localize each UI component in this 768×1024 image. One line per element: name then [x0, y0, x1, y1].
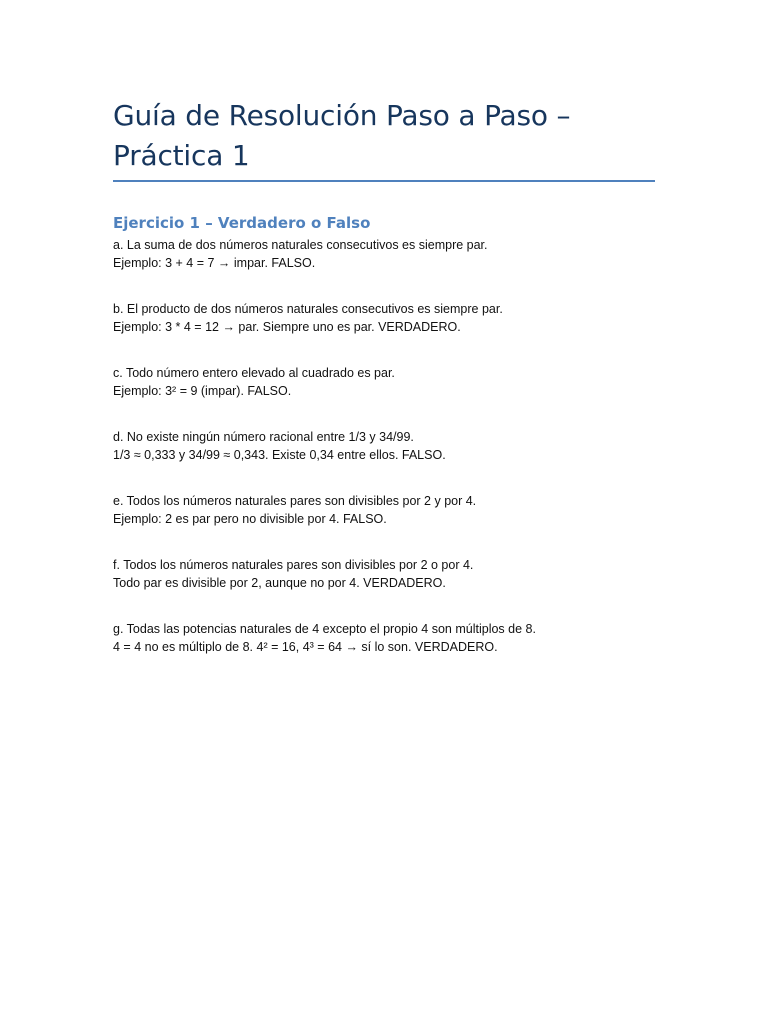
- item-answer: Ejemplo: 2 es par pero no divisible por 4. FALSO.: [113, 512, 387, 526]
- exercise-item-g: [113, 620, 673, 684]
- item-answer: Ejemplo: 3 * 4 = 12 → par. Siempre uno es par. VERDADERO.: [113, 320, 461, 334]
- exercise-item-b: [113, 300, 673, 364]
- page-title: [113, 96, 655, 176]
- title-underline: [113, 180, 655, 182]
- exercise-heading: Ejercicio 1 – Verdadero o Falso: [113, 214, 371, 232]
- title-block: [113, 96, 655, 176]
- item-statement: g. Todas las potencias naturales de 4 excepto el propio 4 son múltiplos de 8.: [113, 622, 536, 636]
- exercise-item-e: [113, 492, 673, 556]
- exercise-item-c: [113, 364, 673, 428]
- item-statement: c. Todo número entero elevado al cuadrado es par.: [113, 366, 395, 380]
- item-statement: f. Todos los números naturales pares son divisibles por 2 o por 4.: [113, 558, 474, 572]
- item-statement: a. La suma de dos números naturales consecutivos es siempre par.: [113, 238, 488, 252]
- item-answer: Ejemplo: 3 + 4 = 7 → impar. FALSO.: [113, 256, 316, 270]
- exercise-item-a: [113, 236, 673, 300]
- item-statement: e. Todos los números naturales pares son divisibles por 2 y por 4.: [113, 494, 477, 508]
- item-statement: d. No existe ningún número racional entre 1/3 y 34/99.: [113, 430, 414, 444]
- exercise-item-f: [113, 556, 673, 620]
- exercise-items-list: [113, 236, 673, 684]
- item-answer: 1/3 ≈ 0,333 y 34/99 ≈ 0,343. Existe 0,34 entre ellos. FALSO.: [113, 448, 446, 462]
- title-line-2: Práctica 1: [113, 139, 250, 172]
- exercise-item-d: [113, 428, 673, 492]
- item-answer: Todo par es divisible por 2, aunque no por 4. VERDADERO.: [113, 576, 446, 590]
- item-answer: Ejemplo: 3² = 9 (impar). FALSO.: [113, 384, 292, 398]
- item-answer: 4 = 4 no es múltiplo de 8. 4² = 16, 4³ = 64 → sí lo son. VERDADERO.: [113, 640, 498, 654]
- item-statement: b. El producto de dos números naturales consecutivos es siempre par.: [113, 302, 503, 316]
- title-line-1: Guía de Resolución Paso a Paso –: [113, 99, 571, 132]
